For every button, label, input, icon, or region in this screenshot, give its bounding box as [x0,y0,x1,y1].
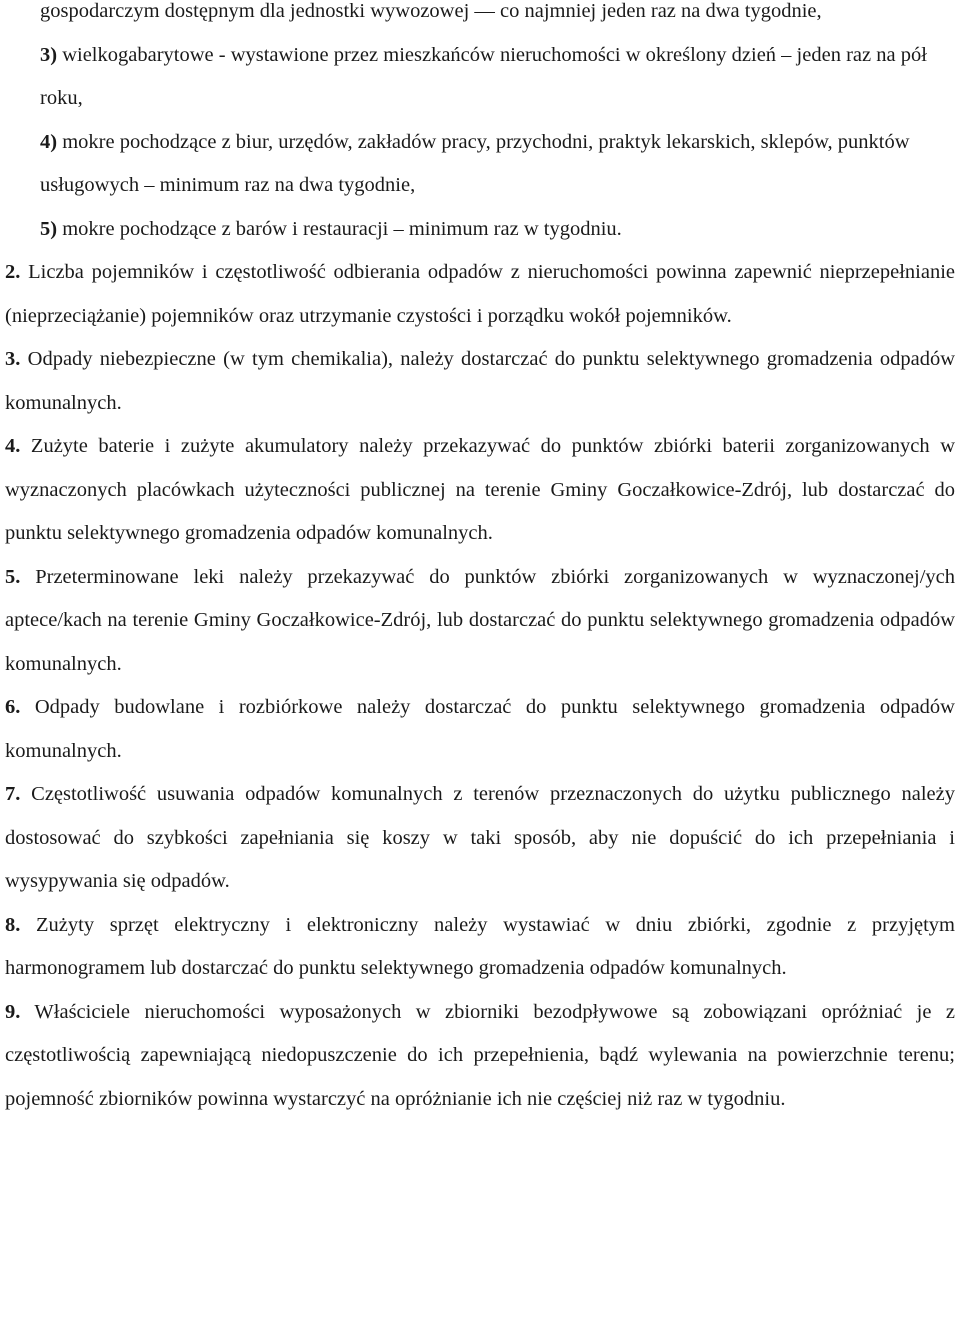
section-paragraph [0,686,955,773]
paragraph-text: gospodarczym dostępnym dla jednostki wywozowej — co najmniej jeden raz na dwa tygodnie, [40,0,822,22]
section-number: 3. [5,348,21,370]
section-text: Odpady budowlane i rozbiórkowe należy dostarczać do punktu selektywnego gromadzenia odpadów komunalnych. [5,696,955,762]
list-item-text: mokre pochodzące z biur, urzędów, zakładów pracy, przychodni, praktyk lekarskich, sklepów, punktów usługowych – minimum raz na dwa tygodnie, [40,130,910,196]
section-paragraph [0,773,955,904]
section-text: Zużyty sprzęt elektryczny i elektroniczny należy wystawiać w dniu zbiórki, zgodnie z przyjętym harmonogramem lub dostarczać do punktu selektywnego gromadzenia odpadów komunalnych. [5,913,956,979]
section-number: 2. [5,261,21,283]
list-item-text: mokre pochodzące z barów i restauracji – minimum raz w tygodniu. [62,217,622,240]
section-text: Przeterminowane leki należy przekazywać do punktów zbiórki zorganizowanych w wyznaczonej/ych aptece/kach na terenie Gminy Goczałkowice-Zdrój, lub dostarczać do punktu selektywnego gromadzenia odpadów komunalnych. [5,565,955,675]
list-item [0,34,956,121]
section-text: Odpady niebezpieczne (w tym chemikalia), należy dostarczać do punktu selektywnego gromadzenia odpadów komunalnych. [5,348,956,414]
section-paragraph [0,904,955,991]
section-number: 8. [5,913,21,936]
section-text: Częstotliwość usuwania odpadów komunalnych z terenów przeznaczonych do użytku publicznego należy dostosować do szybkości zapełniania się koszy w taki sposób, aby nie dopuścić do ich przepełniania i wysypywania się odpadów. [5,783,956,892]
section-text: Zużyte baterie i zużyte akumulatory należy przekazywać do punktów zbiórki baterii zorganizowanych w wyznaczonych placówkach użyteczności publicznej na terenie Gminy Goczałkowice-Zdrój, lub dostarczać do punktu selektywnego gromadzenia odpadów komunalnych. [5,435,955,544]
list-item-number: 3) [40,43,58,66]
list-item-number: 5) [40,217,58,240]
section-paragraph [0,425,955,556]
list-item [0,208,956,252]
list-item-text: wielkogabarytowe - wystawione przez mieszkańców nieruchomości w określony dzień – jeden raz na pół roku, [40,43,927,109]
section-paragraph [0,338,955,425]
list-item [0,121,956,208]
list-item-number: 4) [40,130,58,153]
section-paragraph [0,556,955,687]
section-number: 6. [5,696,21,718]
section-text: Liczba pojemników i częstotliwość odbierania odpadów z nieruchomości powinna zapewnić nieprzepełnianie (nieprzeciążanie) pojemników oraz utrzymanie czystości i porządku wokół pojemników. [5,261,956,327]
section-number: 5. [5,565,21,588]
section-number: 4. [5,435,21,457]
section-text: Właściciele nieruchomości wyposażonych w zbiorniki bezodpływowe są zobowiązani opróżniać je z częstotliwością zapewniającą niedopuszczenie do ich przepełnienia, bądź wylewania na powierzchnie terenu; pojemność zbiorników powinna wystarczyć na opróżnianie ich nie częściej niż raz w tygodniu. [5,1000,955,1110]
section-paragraph [0,251,955,338]
section-paragraph [0,991,955,1122]
section-number: 7. [5,783,21,805]
section-number: 9. [5,1000,21,1023]
paragraph-continuation [0,0,956,34]
